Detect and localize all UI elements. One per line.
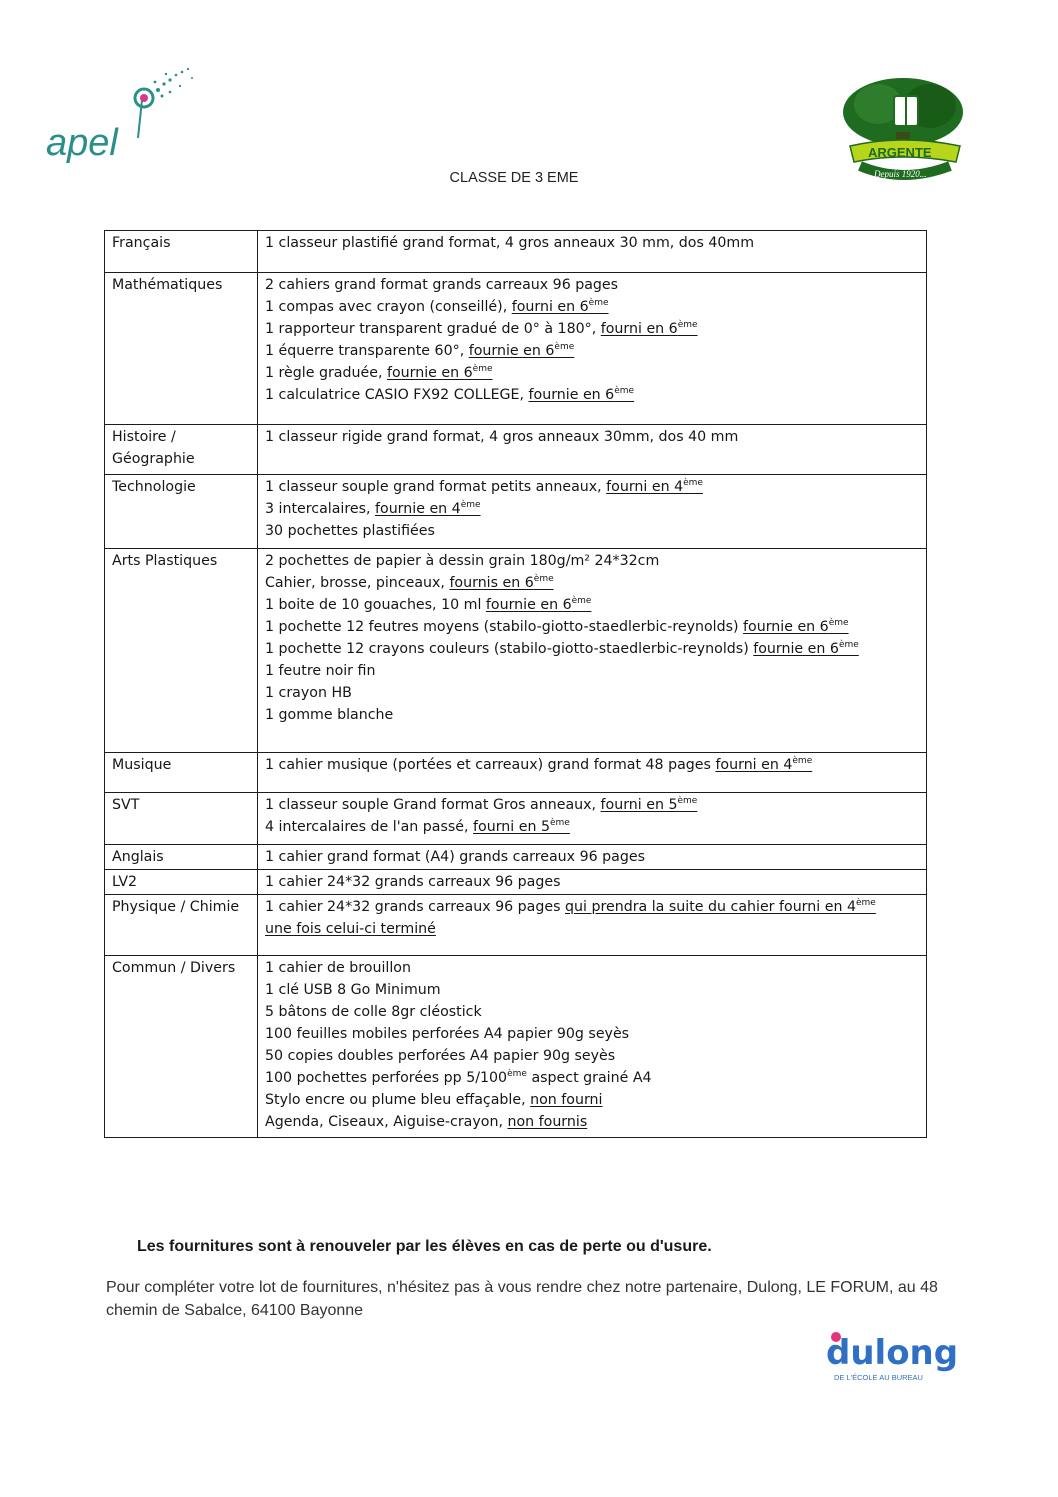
supply-text — [265, 479, 606, 495]
supply-text-run: 1 cahier grand format (A4) grands carreaux 96 pages — [265, 849, 645, 865]
ordinal-superscript: ème — [792, 756, 813, 766]
supply-item — [265, 550, 919, 572]
supply-item — [265, 232, 919, 254]
subject-row — [105, 870, 927, 895]
supply-item — [265, 1067, 919, 1089]
supply-text-run: fourni en 4 — [715, 757, 793, 773]
supply-text-run: 4 intercalaires de l'an passé, — [265, 819, 474, 835]
supply-text-run: fourni en 6 — [511, 299, 589, 315]
supply-text — [265, 1114, 507, 1130]
supply-text-run: 50 copies doubles perforées A4 papier 90g seyès — [265, 1048, 616, 1064]
supply-text — [265, 641, 753, 657]
supply-item — [265, 794, 919, 816]
ordinal-superscript: ème — [533, 574, 554, 584]
supply-text-run: non fourni — [530, 1092, 603, 1108]
supply-text-run: non fournis — [507, 1114, 588, 1130]
supply-item — [265, 918, 919, 940]
supply-item — [265, 1089, 919, 1111]
supply-list — [258, 895, 927, 956]
subject-row — [105, 753, 927, 793]
supply-note — [601, 321, 698, 337]
supply-item — [265, 384, 919, 406]
supply-item — [265, 572, 919, 594]
dulong-wordmark: dulong — [826, 1333, 959, 1373]
supply-text — [265, 1092, 530, 1108]
page-title: CLASSE DE 3 EME — [449, 170, 579, 186]
supply-text — [265, 1026, 629, 1042]
supply-text-run: 100 pochettes perforées pp 5/100 — [265, 1070, 508, 1086]
supply-text — [265, 553, 659, 569]
subject-row — [105, 231, 927, 273]
supply-text-run: 5 bâtons de colle 8gr cléostick — [265, 1004, 482, 1020]
supply-item — [265, 476, 919, 498]
supply-list — [258, 793, 927, 845]
subject-name: Histoire / Géographie — [105, 425, 258, 475]
subject-row — [105, 793, 927, 845]
supply-text — [265, 849, 645, 865]
supply-text-run: fournis en 6 — [449, 575, 534, 591]
supply-text — [265, 874, 561, 890]
subject-row — [105, 895, 927, 956]
supply-note — [512, 299, 609, 315]
subject-row — [105, 475, 927, 549]
subject-name: SVT — [105, 793, 258, 845]
supply-text-run: fournie en 6 — [753, 641, 839, 657]
subject-name: Anglais — [105, 845, 258, 870]
ordinal-superscript: ème — [507, 1069, 527, 1079]
supply-text-run: 1 classeur souple Grand format Gros anneaux, — [265, 797, 601, 813]
supply-text-run: 1 règle graduée, — [265, 365, 387, 381]
supply-item — [265, 340, 919, 362]
supply-text-run: aspect grainé A4 — [526, 1070, 652, 1086]
school-sub-text: Depuis 1920... — [874, 169, 927, 179]
supply-item — [265, 816, 919, 838]
supply-text-run: fournie en 6 — [743, 619, 829, 635]
ordinal-superscript: ème — [588, 298, 609, 308]
supply-text — [265, 685, 352, 701]
supply-text — [265, 982, 441, 998]
supply-text-run: 1 cahier 24*32 grands carreaux 96 pages — [265, 899, 565, 915]
supply-text-run: 1 calculatrice CASIO FX92 COLLEGE, — [265, 387, 529, 403]
supply-note — [715, 757, 812, 773]
dandelion-icon — [135, 68, 193, 138]
ordinal-superscript: ème — [683, 478, 703, 488]
supply-item — [265, 871, 919, 893]
ordinal-superscript: ème — [472, 364, 493, 374]
ordinal-superscript: ème — [554, 342, 575, 352]
partner-info: Pour compléter votre lot de fournitures, n'hésitez pas à vous rendre chez notre partenaire, Dulong, LE FORUM, au 48 chemin de Sabalce, 64100 Bayonne — [106, 1279, 938, 1319]
ordinal-superscript: ème — [828, 618, 849, 628]
supply-text — [265, 575, 449, 591]
subject-row — [105, 549, 927, 753]
supply-item — [265, 1111, 919, 1133]
supply-list — [258, 273, 927, 425]
ordinal-superscript: ème — [855, 898, 876, 908]
supply-text — [265, 757, 715, 773]
supply-text — [265, 501, 375, 517]
subject-row — [105, 425, 927, 475]
ordinal-superscript: ème — [549, 818, 570, 828]
ordinal-superscript: ème — [838, 640, 859, 650]
supply-text-run: une fois celui-ci terminé — [265, 921, 436, 937]
subject-name: Français — [105, 231, 258, 273]
supply-item — [265, 426, 919, 448]
supply-text-run: fournie en 6 — [485, 597, 572, 613]
supply-note — [449, 575, 553, 591]
supply-item — [265, 704, 919, 726]
supply-text-run: 1 rapporteur transparent gradué de 0° à 180°, — [265, 321, 601, 337]
supply-item — [265, 979, 919, 1001]
supply-text — [265, 619, 743, 635]
supply-item — [265, 498, 919, 520]
supply-item — [265, 318, 919, 340]
apel-wordmark: apel — [46, 122, 118, 164]
subject-row — [105, 845, 927, 870]
supply-text-run: 2 pochettes de papier à dessin grain 180g/m² 24*32cm — [265, 553, 660, 569]
supply-text-run: Stylo encre ou plume bleu effaçable, — [265, 1092, 531, 1108]
supply-note — [469, 343, 575, 359]
supply-text-run: 3 intercalaires, — [265, 501, 376, 517]
supply-text — [265, 321, 601, 337]
supply-text — [265, 343, 469, 359]
supply-text-run: 1 feutre noir fin — [265, 663, 376, 679]
supply-text — [265, 235, 754, 251]
renewal-note: Les fournitures sont à renouveler par les élèves en cas de perte ou d'usure. — [137, 1238, 712, 1255]
supply-text-run: 1 cahier de brouillon — [265, 960, 411, 976]
supply-text-run: 2 cahiers grand format grands carreaux 96 pages — [265, 277, 619, 293]
subject-name: Arts Plastiques — [105, 549, 258, 753]
supply-text-run: 1 classeur rigide grand format, 4 gros anneaux 30mm, dos 40 mm — [265, 429, 739, 445]
supply-text-run: Cahier, brosse, pinceaux, — [265, 575, 450, 591]
supply-list — [258, 425, 927, 475]
ordinal-superscript: ème — [677, 796, 698, 806]
supply-text-run: 1 crayon HB — [265, 685, 352, 701]
supply-list — [258, 845, 927, 870]
supply-text-run: fournie en 6 — [386, 365, 473, 381]
supply-text — [265, 387, 529, 403]
supply-text-run: fourni en 6 — [600, 321, 678, 337]
supply-list — [258, 231, 927, 273]
supply-item — [265, 1001, 919, 1023]
supply-item — [265, 274, 919, 296]
subject-name: Technologie — [105, 475, 258, 549]
tree-badge-icon — [843, 78, 963, 175]
supply-item — [265, 1045, 919, 1067]
supply-text — [265, 899, 565, 915]
subject-name: Mathématiques — [105, 273, 258, 425]
supply-text-run: qui prendra la suite du cahier fourni en 4 — [565, 899, 856, 915]
supply-text-run: 1 classeur plastifié grand format, 4 gros anneaux 30 mm, dos 40mm — [265, 235, 755, 251]
supply-text — [265, 960, 411, 976]
supply-text — [265, 523, 435, 539]
supply-text-run: 30 pochettes plastifiées — [265, 523, 435, 539]
dulong-tagline: DE L'ÉCOLE AU BUREAU — [834, 1373, 923, 1382]
supply-text-run: 1 gomme blanche — [265, 707, 394, 723]
supply-note — [529, 387, 635, 403]
supply-note — [530, 1092, 602, 1108]
supply-item — [265, 1023, 919, 1045]
supply-item — [265, 616, 919, 638]
supply-text — [265, 277, 618, 293]
supply-text-run: 1 boite de 10 gouaches, 10 ml — [265, 597, 486, 613]
supply-text-run: 1 compas avec crayon (conseillé), — [265, 299, 512, 315]
supply-note — [486, 597, 592, 613]
supply-note — [265, 921, 436, 937]
supply-note — [507, 1114, 587, 1130]
supply-item — [265, 846, 919, 868]
supply-text-run: 1 cahier 24*32 grands carreaux 96 pages — [265, 874, 561, 890]
supply-text — [265, 597, 486, 613]
supply-text — [265, 1004, 482, 1020]
subject-name: LV2 — [105, 870, 258, 895]
supply-item — [265, 957, 919, 979]
supply-note — [565, 899, 876, 915]
supply-item — [265, 896, 919, 918]
supply-note — [743, 619, 849, 635]
supply-item — [265, 682, 919, 704]
supplies-table — [104, 230, 927, 1138]
supply-text — [527, 1070, 652, 1086]
supply-note — [473, 819, 570, 835]
supply-item — [265, 638, 919, 660]
supply-text-run: fourni en 4 — [606, 479, 684, 495]
supplies-table-body — [105, 231, 927, 1138]
apel-logo — [40, 60, 210, 170]
ordinal-superscript: ème — [614, 386, 635, 396]
supply-list — [258, 956, 927, 1138]
supply-text-run: fournie en 6 — [528, 387, 615, 403]
supply-item — [265, 520, 919, 542]
supply-text-run: 1 classeur souple grand format petits anneaux, — [265, 479, 607, 495]
supply-item — [265, 296, 919, 318]
supply-text-run: fourni en 5 — [473, 819, 550, 835]
subject-row — [105, 273, 927, 425]
supply-text-run: 1 cahier musique (portées et carreaux) grand format 48 pages — [265, 757, 716, 773]
supply-list — [258, 475, 927, 549]
supply-item — [265, 594, 919, 616]
supply-text — [265, 663, 375, 679]
supply-text-run: fournie en 6 — [468, 343, 555, 359]
ordinal-superscript: ème — [460, 500, 481, 510]
supply-text — [265, 1048, 615, 1064]
supply-list — [258, 753, 927, 793]
supply-text-run: 1 équerre transparente 60°, — [265, 343, 469, 359]
dulong-logo — [824, 1326, 974, 1386]
supply-note — [753, 641, 859, 657]
school-banner-text: ARGENTE — [868, 145, 932, 160]
supply-note — [375, 501, 481, 517]
supply-text-run: fournie en 4 — [375, 501, 461, 517]
supply-text — [265, 365, 387, 381]
subject-row — [105, 956, 927, 1138]
supply-list — [258, 549, 927, 753]
supply-note — [387, 365, 493, 381]
subject-name: Physique / Chimie — [105, 895, 258, 956]
ordinal-superscript: ème — [677, 320, 698, 330]
supply-text-run: 1 pochette 12 crayons couleurs (stabilo-giotto-staedlerbic-reynolds) — [265, 641, 754, 657]
supply-text — [265, 707, 393, 723]
supply-text — [265, 299, 512, 315]
supply-note — [606, 479, 703, 495]
supply-text-run: 100 feuilles mobiles perforées A4 papier 90g seyès — [265, 1026, 630, 1042]
supply-text-run: 1 clé USB 8 Go Minimum — [265, 982, 441, 998]
supply-text — [265, 429, 738, 445]
supply-note — [601, 797, 698, 813]
supply-text — [265, 797, 601, 813]
supply-list — [258, 870, 927, 895]
supply-item — [265, 362, 919, 384]
ordinal-superscript: ème — [571, 596, 592, 606]
supply-text-run: Agenda, Ciseaux, Aiguise-crayon, — [265, 1114, 508, 1130]
supply-text — [265, 1070, 527, 1086]
subject-name: Musique — [105, 753, 258, 793]
supply-text — [265, 819, 473, 835]
subject-name: Commun / Divers — [105, 956, 258, 1138]
supply-text-run: 1 pochette 12 feutres moyens (stabilo-giotto-staedlerbic-reynolds) — [265, 619, 744, 635]
supply-item — [265, 660, 919, 682]
supply-item — [265, 754, 919, 776]
supply-text-run: fourni en 5 — [600, 797, 678, 813]
